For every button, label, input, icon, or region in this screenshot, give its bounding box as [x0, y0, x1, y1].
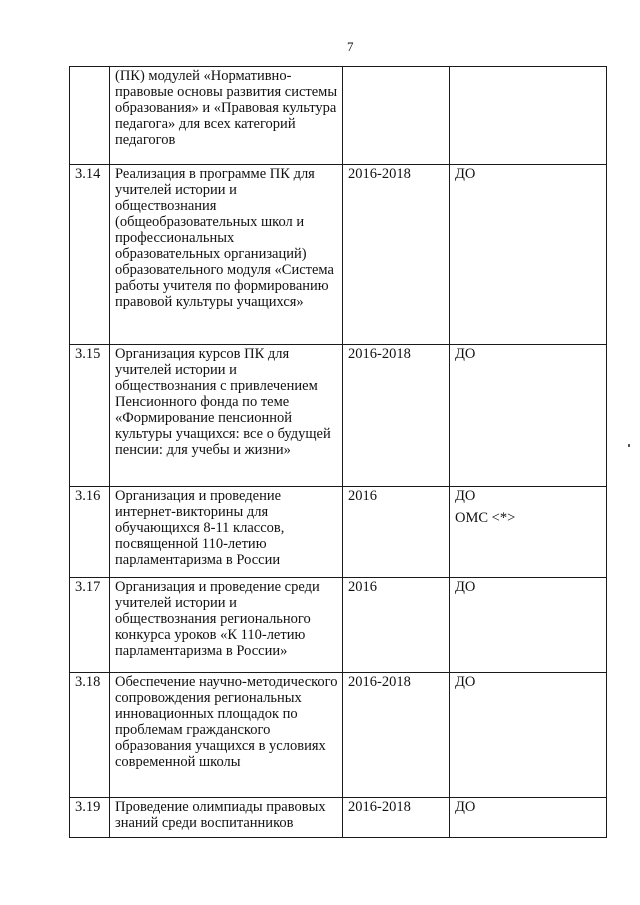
table-row [70, 487, 607, 578]
executor-line: ОМС <*> [455, 510, 516, 526]
item-number [70, 67, 110, 165]
activity-description: Организация и проведение среди учителей истории и обществознания регионального конкурса уроков «К 110-летию парламентаризма в России» [110, 578, 343, 673]
activity-executor [450, 487, 607, 578]
activity-description: Организация курсов ПК для учителей истории и обществознания с привлечением Пенсионного фонда по теме «Формирование пенсионной культуры учащихся: все о будущей пенсии: для учебы и жизни» [110, 345, 343, 487]
item-number: 3.17 [70, 578, 110, 673]
table-row [70, 165, 607, 345]
activity-executor [450, 345, 607, 487]
activity-term: 2016 [343, 487, 450, 578]
activity-executor [450, 578, 607, 673]
table-row [70, 345, 607, 487]
executor-line: ДО [455, 488, 476, 504]
executor-line: ДО [455, 346, 476, 362]
activity-term: 2016 [343, 578, 450, 673]
activity-term: 2016-2018 [343, 345, 450, 487]
item-number: 3.14 [70, 165, 110, 345]
executor-line: ДО [455, 799, 476, 815]
activity-term: 2016-2018 [343, 798, 450, 838]
activity-plan-table [69, 66, 607, 838]
page-number: 7 [347, 39, 354, 54]
activity-description: Реализация в программе ПК для учителей истории и обществознания (общеобразовательных школ и профессиональных образовательных организаций) образовательного модуля «Система работы учителя по формированию правовой культуры учащихся» [110, 165, 343, 345]
table-row [70, 798, 607, 838]
activity-term: 2016-2018 [343, 673, 450, 798]
activity-description: Организация и проведение интернет-викторины для обучающихся 8-11 классов, посвященной 110-летию парламентаризма в России [110, 487, 343, 578]
executor-line: ДО [455, 166, 476, 182]
activity-executor [450, 67, 607, 165]
activity-executor [450, 798, 607, 838]
item-number: 3.18 [70, 673, 110, 798]
executor-line: ДО [455, 579, 476, 595]
activity-executor [450, 165, 607, 345]
table-row [70, 673, 607, 798]
table-row [70, 67, 607, 165]
activity-description: (ПК) модулей «Нормативно-правовые основы развития системы образования» и «Правовая культура педагога» для всех категорий педагогов [110, 67, 343, 165]
activity-term: 2016-2018 [343, 165, 450, 345]
item-number: 3.16 [70, 487, 110, 578]
scan-speck [628, 444, 630, 447]
item-number: 3.19 [70, 798, 110, 838]
activity-executor [450, 673, 607, 798]
table-row [70, 578, 607, 673]
item-number: 3.15 [70, 345, 110, 487]
executor-line: ДО [455, 674, 476, 690]
activity-description: Проведение олимпиады правовых знаний среди воспитанников [110, 798, 343, 838]
activity-description: Обеспечение научно-методического сопровождения региональных инновационных площадок по проблемам гражданского образования учащихся в условиях современной школы [110, 673, 343, 798]
activity-term [343, 67, 450, 165]
